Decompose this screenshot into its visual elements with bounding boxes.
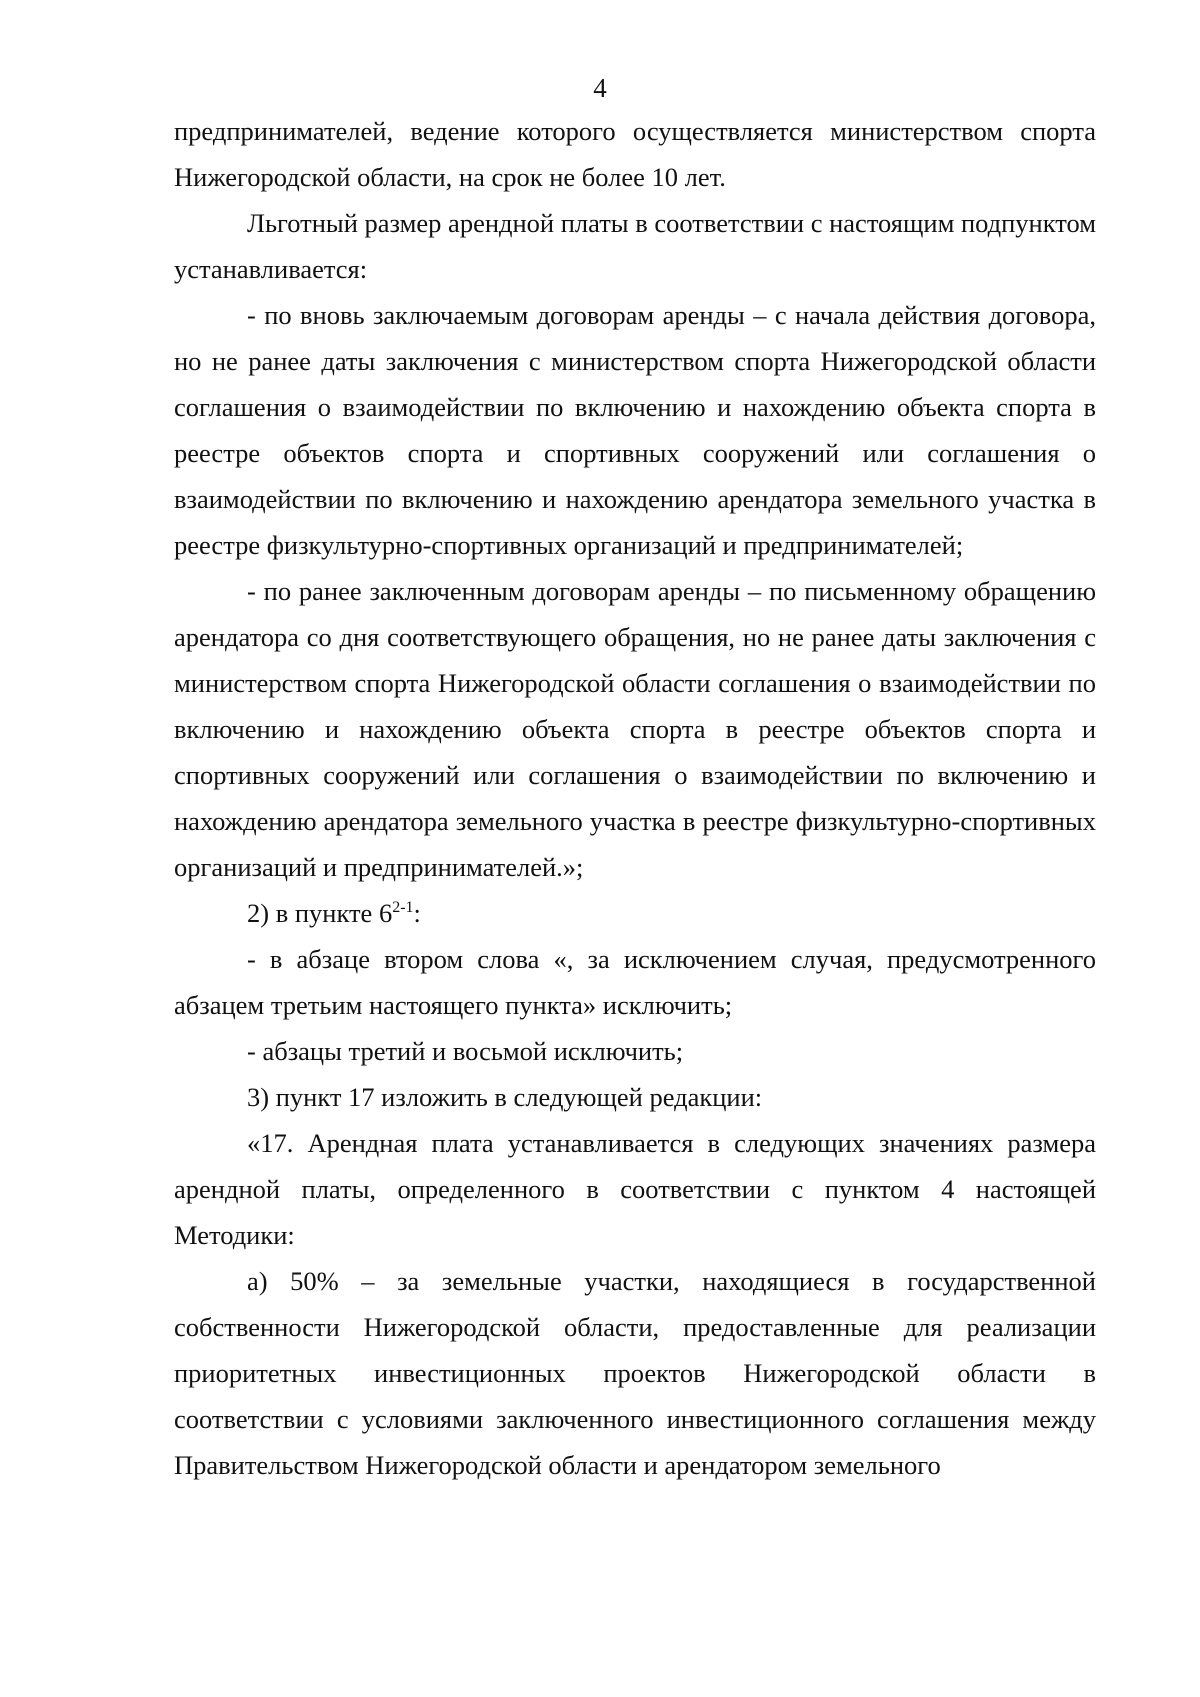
paragraph-subitem-a: а) 50% – за земельные участки, находящиеся в государственной собственности Нижегородской области, предоставленные для реализации приоритетных инвестиционных проектов Нижегородской области в соответствии с условиями заключенного инвестиционного соглашения между Правительством Нижегородской области и арендатором земельного [174,1266,1096,1480]
paragraph-new-contracts: - по вновь заключаемым договорам аренды – с начала действия договора, но не ранее даты заключения с министерством спорта Нижегородской области соглашения о взаимодействии по включению и нахождению объекта спорта в реестре объектов спорта и спортивных сооружений или соглашения о взаимодействии по включению и нахождению арендатора земельного участка в реестре физкультурно-спортивных организаций и предпринимателей; [174,300,1096,560]
document-body [174,108,1096,1488]
paragraph-item-2 [174,890,1096,936]
paragraph-item-3: 3) пункт 17 изложить в следующей редакции: [247,1082,763,1112]
page-number: 4 [593,73,607,103]
paragraph-point-17: «17. Арендная плата устанавливается в следующих значениях размера арендной платы, определенного в соответствии с пунктом 4 настоящей Методики: [174,1128,1096,1250]
item-2-text: 2) в пункте 6 [247,898,393,928]
paragraph-third-eighth-abzac: - абзацы третий и восьмой исключить; [247,1036,684,1066]
item-2-superscript: 2-1 [392,899,414,916]
paragraph-existing-contracts: - по ранее заключенным договорам аренды – по письменному обращению арендатора со дня соответствующего обращения, но не ранее даты заключения с министерством спорта Нижегородской области соглашения о взаимодействии по включению и нахождению объекта спорта в реестре объектов спорта и спортивных сооружений или соглашения о взаимодействии по включению и нахождению арендатора земельного участка в реестре физкультурно-спортивных организаций и предпринимателей.»; [174,576,1096,882]
paragraph-second-abzac: - в абзаце втором слова «, за исключением случая, предусмотренного абзацем третьим настоящего пункта» исключить; [174,944,1096,1020]
paragraph-preferential-rent: Льготный размер арендной платы в соответствии с настоящим подпунктом устанавливается: [174,208,1096,284]
paragraph-continuation: предпринимателей, ведение которого осуществляется министерством спорта Нижегородской области, на срок не более 10 лет. [174,116,1096,192]
item-2-colon: : [413,898,421,928]
